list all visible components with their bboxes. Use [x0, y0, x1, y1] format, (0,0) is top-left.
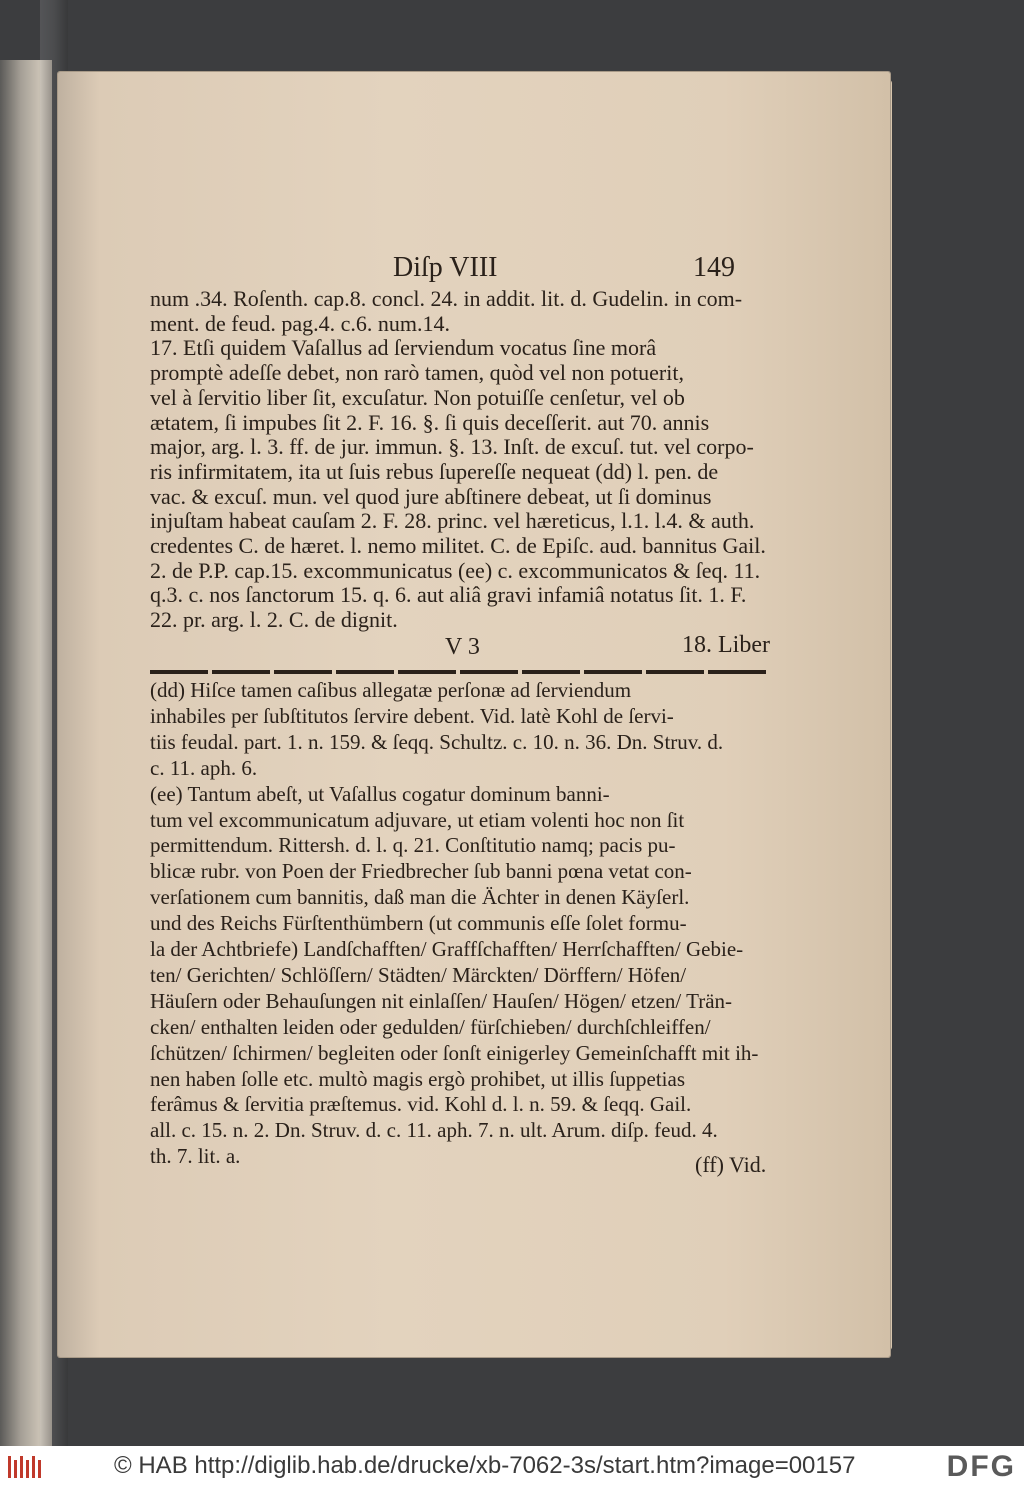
text-line: ris infirmitatem, ita ut ſuis rebus ſupereſſe nequeat (dd) l. pen. de: [150, 458, 719, 484]
signature-row: [150, 630, 770, 664]
footnote-line: und des Reichs Fürſtenthümbern (ut communis eſſe ſolet formu-: [150, 911, 687, 936]
book-page: [58, 72, 890, 1357]
footnote-line: (dd) Hiſce tamen caſibus allegatæ perſonæ ad ſerviendum: [150, 678, 632, 702]
text-line: 17. Etſi quidem Vaſallus ad ſerviendum vocatus ſine morâ: [150, 335, 657, 361]
text-line: vac. & excuſ. mun. vel quod jure abſtinere debeat, ut ſi dominus: [150, 483, 712, 509]
footnote-line: nen haben ſolle etc. multò magis ergò prohibet, ut illis ſuppetias: [150, 1066, 686, 1091]
page-number: 149: [693, 252, 735, 283]
text-line: major, arg. l. 3. ff. de jur. immun. §. 13. Inſt. de excuſ. tut. vel corpo-: [150, 434, 754, 460]
footnote-line: inhabiles per ſubſtitutos ſervire debent. Vid. latè Kohl de ſervi-: [150, 703, 674, 728]
footnote-line: (ee) Tantum abeſt, ut Vaſallus cogatur dominum banni-: [150, 781, 610, 806]
footnote-line: c. 11. aph. 6.: [150, 755, 258, 780]
footnote-line: blicæ rubr. von Poen der Friedbrecher ſub banni pœna vetat con-: [150, 859, 692, 884]
footnote-line: tum vel excommunicatum adjuvare, ut etiam volenti hoc non ſit: [150, 807, 685, 832]
text-line: vel à ſervitio liber ſit, excuſatur. Non potuiſſe cenſetur, vel ob: [150, 384, 685, 410]
footnote-line: permittendum. Rittersh. d. l. q. 21. Conſtitutio namq; pacis pu-: [150, 833, 676, 858]
text-line: 22. pr. arg. l. 2. C. de dignit.: [150, 607, 398, 633]
text-line: promptè adeſſe debet, non rarò tamen, quòd vel non potuerit,: [150, 360, 684, 386]
text-line: q.3. c. nos ſanctorum 15. q. 6. aut aliâ gravi infamiâ notatus ſit. 1. F.: [150, 582, 747, 608]
catchword: 18. Liber: [682, 632, 770, 658]
footnote-line: Häuſern oder Behauſungen nit einlaſſen/ Hauſen/ Högen/ etzen/ Trän-: [150, 988, 733, 1013]
footer-bar: [0, 1446, 1024, 1486]
footnote-line: tiis feudal. part. 1. n. 159. & ſeqq. Schultz. c. 10. n. 36. Dn. Struv. d.: [150, 729, 724, 754]
footnote-line: verſationem cum bannitis, daß man die Ächter in denen Käyſerl.: [150, 885, 690, 910]
footnote-line: ten/ Gerichten/ Schlöſſern/ Städten/ Märckten/ Dörffern/ Höfen/: [150, 962, 687, 987]
footnotes: [150, 678, 778, 1178]
copyright-link[interactable]: © HAB http://diglib.hab.de/drucke/xb-7062-3s/start.htm?image=00157: [114, 1452, 856, 1479]
footnote-line: ferâmus & ſervitia præſtemus. vid. Kohl d. l. n. 59. & ſeqq. Gail.: [150, 1092, 692, 1117]
dfg-logo: DFG: [946, 1450, 1016, 1483]
signature-mark: V 3: [445, 634, 480, 660]
footnote-line: all. c. 15. n. 2. Dn. Struv. d. c. 11. aph. 7. n. ult. Arum. diſp. feud. 4.: [150, 1118, 718, 1143]
main-text: [150, 286, 770, 646]
footnote-line: cken/ enthalten leiden oder gedulden/ fürſchieben/ durchſchleiffen/: [150, 1014, 711, 1039]
text-line: credentes C. de hæret. l. nemo militet. C. de Epiſc. aud. bannitus Gail.: [150, 533, 766, 558]
text-line: ætatem, ſi impubes ſit 2. F. 16. §. ſi quis deceſſerit. aut 70. annis: [150, 409, 710, 435]
text-line: 2. de P.P. cap.15. excommunicatus (ee) c. excommunicatos & ſeq. 11.: [150, 557, 761, 583]
running-head-title: Diſp VIII: [393, 252, 498, 283]
footnote-catchword: (ff) Vid.: [695, 1152, 767, 1177]
footnote-line: la der Achtbriefe) Landſchafften/ Graffſchafften/ Herrſchafften/ Gebie-: [150, 937, 744, 961]
text-line: num .34. Roſenth. cap.8. concl. 24. in addit. lit. d. Gudelin. in com-: [150, 286, 743, 311]
text-line: injuſtam habeat cauſam 2. F. 28. princ. vel hæreticus, l.1. l.4. & auth.: [150, 508, 755, 534]
footnote-line: th. 7. lit. a.: [150, 1144, 241, 1169]
footnote-rule: [150, 670, 770, 674]
text-line: ment. de feud. pag.4. c.6. num.14.: [150, 310, 450, 336]
library-building-icon: [6, 1454, 46, 1480]
running-head: [393, 252, 773, 288]
footnote-line: ſchützen/ ſchirmen/ begleiten oder ſonſt einigerley Gemeinſchafft mit ih-: [150, 1040, 759, 1065]
